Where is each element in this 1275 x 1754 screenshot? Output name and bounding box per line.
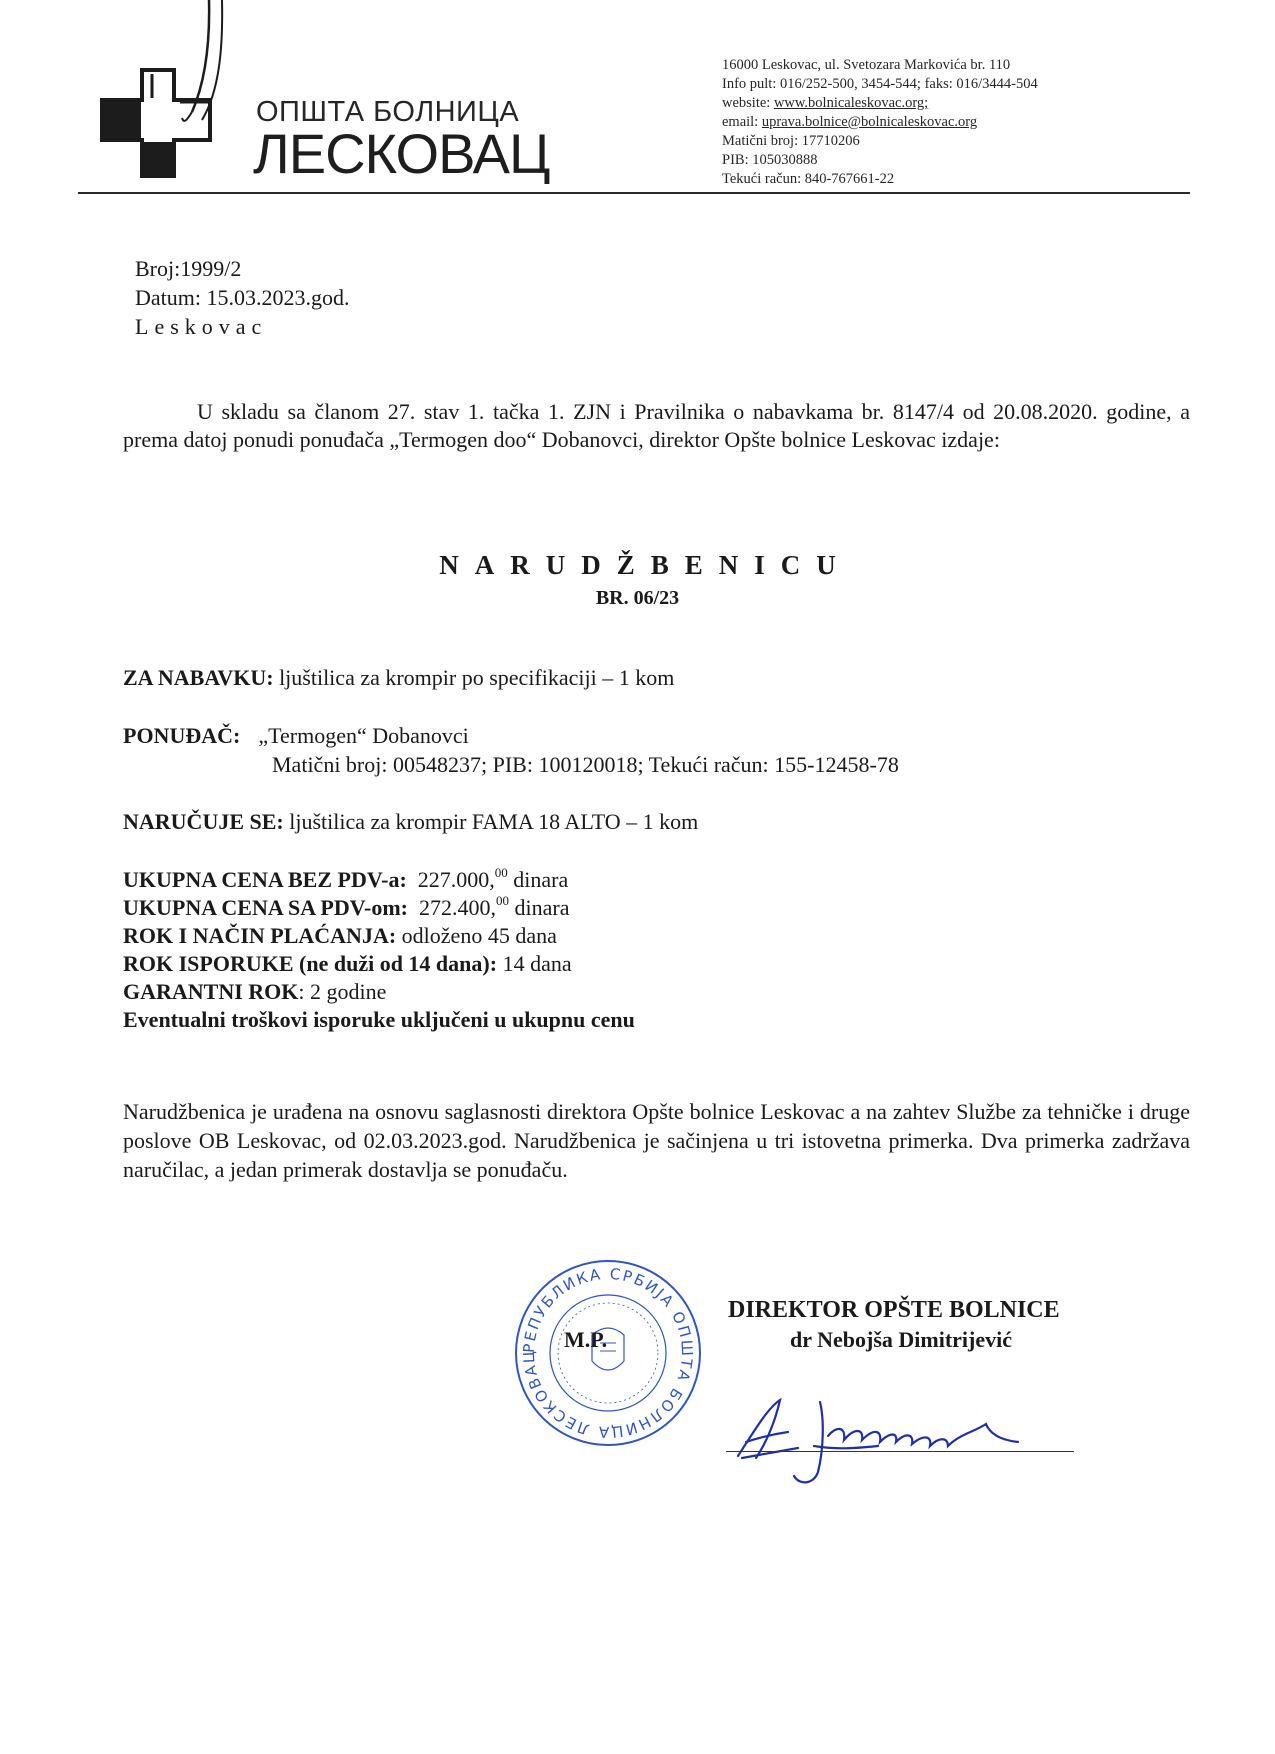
garancija-row: [123, 978, 386, 1006]
registration-number: Matični broj: 17710206: [722, 133, 860, 149]
narucuje-value: ljuštilica za krompir FAMA 18 ALTO – 1 kom: [283, 809, 699, 834]
signature-line: [726, 1451, 1074, 1452]
cena-bez-unit: dinara: [507, 867, 569, 892]
placanje-row: [123, 922, 557, 950]
garancija-label: GARANTNI ROK: [123, 979, 299, 1004]
troskovi-row: [123, 1006, 635, 1034]
za-nabavku-row: [123, 664, 674, 692]
cena-sa-unit: dinara: [508, 895, 570, 920]
cena-bez-sup: 00: [494, 864, 508, 880]
hospital-logo-icon: [92, 0, 242, 190]
placanje-value: odloženo 45 dana: [396, 923, 557, 948]
cena-bez-label: UKUPNA CENA BEZ PDV-a:: [123, 867, 407, 892]
cena-sa-sup: 00: [495, 892, 509, 908]
document-city: Leskovac: [135, 314, 268, 339]
closing-paragraph: Narudžbenica je urađena na osnovu saglasnosti direktora Opšte bolnice Leskovac a na zahtev Službe za tehničke i druge poslove OB Leskovac, od 02.03.2023.god. Narudžbenica je sačinjena u tri istovetna primerka. Dva primerka zadržava naručilac, a jedan primerak dostavlja se ponuđaču.: [123, 1099, 1190, 1182]
website-line: [722, 94, 1038, 113]
handwritten-signature: [728, 1388, 1088, 1488]
svg-text:РЕПУБЛИКА СРБИЈА ОПШТА БОЛНИЦА: [520, 1265, 697, 1441]
mp-label: M.P.: [564, 1327, 608, 1352]
isporuka-label: ROK ISPORUKE (ne duži od 14 dana):: [123, 951, 498, 976]
ponudjac-label: PONUĐAČ:: [123, 723, 241, 748]
document-date: Datum: 15.03.2023.god.: [135, 285, 350, 310]
za-nabavku-value: ljuštilica za krompir po specifikaciji – 1 kom: [273, 665, 675, 690]
ponudjac-row: [123, 722, 469, 750]
bank-account: Tekući račun: 840-767661-22: [722, 171, 895, 187]
intro-paragraph: U skladu sa članom 27. stav 1. tačka 1. ZJN i Pravilnika o nabavkama br. 8147/4 od 20.08.2020. godine, a prema datoj ponudi ponuđača „Termogen doo“ Dobanovci, direktor Opšte bolnice Leskovac izdaje:: [123, 399, 1190, 452]
isporuka-row: [123, 950, 572, 978]
document-title: NARUDŽBENICU: [439, 550, 852, 580]
phones: Info pult: 016/252-500, 3454-544; faks: 016/3444-504: [722, 76, 1038, 92]
hospital-name-line2: ЛЕСКОВАЦ: [253, 122, 550, 185]
cena-sa-row: [123, 894, 569, 922]
cena-bez-value: 227.000,: [417, 867, 495, 892]
document-meta: [135, 254, 350, 341]
website-label: website:: [722, 95, 774, 111]
director-name: dr Nebojša Dimitrijević: [790, 1327, 1012, 1352]
za-nabavku-label: ZA NABAVKU:: [123, 665, 274, 690]
narucuje-label: NARUČUJE SE:: [123, 809, 284, 834]
director-title: DIREKTOR OPŠTE BOLNICE: [728, 1297, 1060, 1323]
cena-sa-value: 272.400,: [418, 895, 496, 920]
email-link[interactable]: uprava.bolnice@bolnicaleskovac.org: [761, 114, 978, 130]
document-title-number: BR. 06/23: [595, 587, 680, 609]
email-label: email:: [722, 114, 762, 130]
address: 16000 Leskovac, ul. Svetozara Markovića br. 110: [722, 57, 1011, 73]
garancija-value: : 2 godine: [298, 979, 387, 1004]
tax-id: PIB: 105030888: [722, 152, 818, 168]
ponudjac-details: Matični broj: 00548237; PIB: 100120018; Tekući račun: 155-12458-78: [272, 752, 899, 777]
contact-block: [722, 56, 1038, 189]
narucuje-row: [123, 808, 698, 836]
header-divider: [78, 192, 1190, 194]
email-line: [722, 113, 1038, 132]
isporuka-value: 14 dana: [497, 951, 572, 976]
document-number: Broj:1999/2: [135, 256, 242, 281]
placanje-label: ROK I NAČIN PLAĆANJA:: [123, 923, 397, 948]
hospital-name-line1: ОПШТА БОЛНИЦА: [256, 96, 520, 128]
cena-bez-row: [123, 866, 568, 894]
cena-sa-label: UKUPNA CENA SA PDV-om:: [123, 895, 408, 920]
troskovi-text: Eventualni troškovi isporuke uključeni u ukupnu cenu: [123, 1007, 635, 1032]
stamp-outer-text: РЕПУБЛИКА СРБИЈА ОПШТА БОЛНИЦА ЛЕСКОВАЦ: [519, 1264, 697, 1442]
website-link[interactable]: www.bolnicaleskovac.org;: [773, 95, 929, 111]
ponudjac-value: „Termogen“ Dobanovci: [258, 723, 469, 748]
official-stamp: [510, 1255, 706, 1451]
